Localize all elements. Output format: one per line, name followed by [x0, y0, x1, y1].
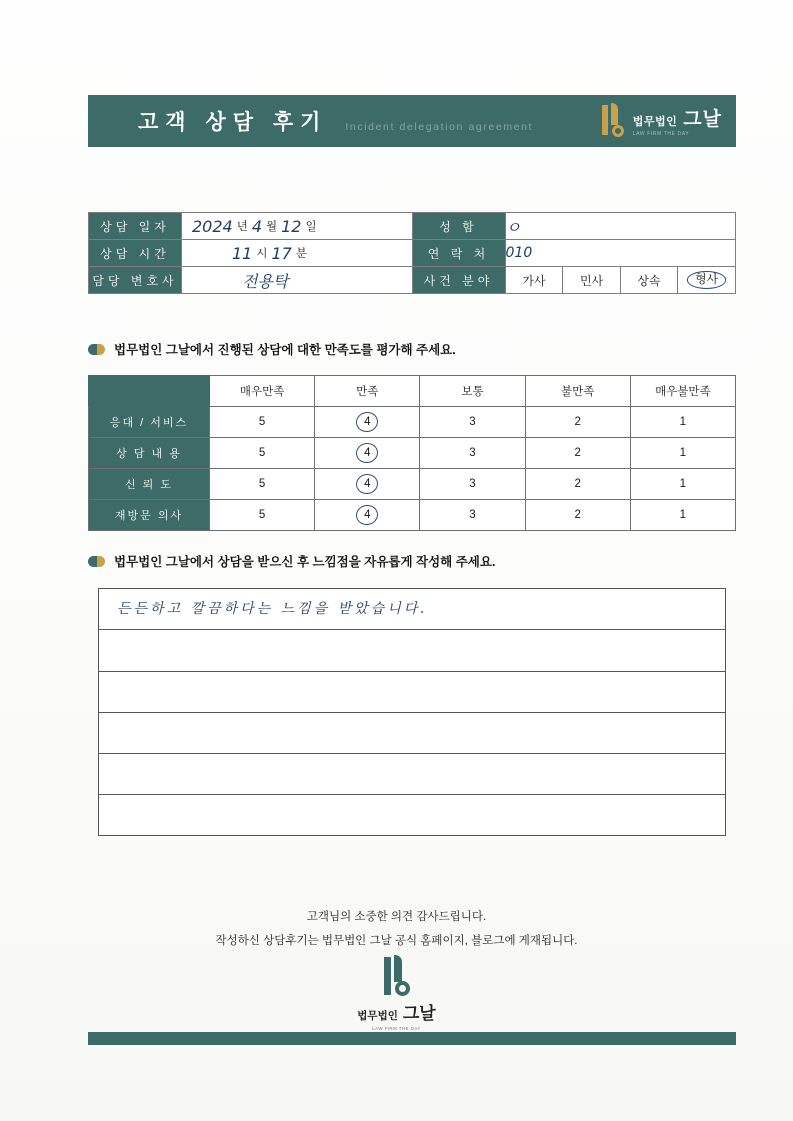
footer-logo-english-label: LAW FIRM THE DAY [372, 1026, 421, 1031]
rating-cell-content-4[interactable] [315, 438, 420, 469]
section1-text: 법무법인 그날에서 진행된 상담에 대한 만족도를 평가해 주세요. [114, 343, 456, 357]
comment-box[interactable] [98, 588, 726, 836]
rating-cell-content-1[interactable]: 1 [630, 438, 735, 469]
rating-row-label-content: 상 담 내 용 [89, 438, 210, 469]
rating-col-very-satisfied: 매우만족 [210, 376, 315, 407]
rating-cell-trust-5[interactable]: 5 [210, 469, 315, 500]
comment-line[interactable] [99, 713, 725, 754]
table-row [89, 240, 736, 267]
rating-cell-revisit-2[interactable]: 2 [525, 500, 630, 531]
rating-cell-service-1[interactable]: 1 [630, 407, 735, 438]
rating-cell-trust-4[interactable] [315, 469, 420, 500]
unit-minute: 분 [295, 248, 307, 260]
rating-cell-revisit-1[interactable]: 1 [630, 500, 735, 531]
rating-col-neutral: 보통 [420, 376, 525, 407]
logo-firm-name: 그날 [683, 108, 722, 130]
footer-logo-mark-icon [380, 955, 414, 997]
comment-line-1-text: 든든하고 깔끔하다는 느낌을 받았습니다. [117, 601, 428, 617]
rating-cell-trust-1[interactable]: 1 [630, 469, 735, 500]
table-row [89, 213, 736, 240]
value-case-field [505, 267, 736, 294]
value-client-name[interactable] [505, 213, 736, 240]
case-option-criminal-label: 형사 [687, 271, 726, 288]
unit-hour: 시 [256, 248, 268, 260]
table-row [89, 267, 736, 294]
rating-cell-trust-2[interactable]: 2 [525, 469, 630, 500]
selected-score-service: 4 [364, 416, 371, 428]
rating-cell-revisit-4[interactable] [315, 500, 420, 531]
consult-date-year: 2024 [192, 216, 233, 236]
rating-row-label-trust: 신 뢰 도 [89, 469, 210, 500]
lawyer-name-text: 전용탁 [242, 271, 289, 291]
footer-logo-firm-label: 법무법인 [357, 1010, 398, 1022]
comment-line[interactable] [99, 672, 725, 713]
document-header [88, 95, 736, 147]
client-name-text: ㅇ [505, 217, 521, 237]
consult-date-day: 12 [281, 216, 302, 236]
case-option-inheritance[interactable]: 상속 [620, 267, 677, 293]
case-option-criminal[interactable] [678, 267, 735, 293]
page-title: 고객 상담 후기 [138, 111, 328, 134]
footer-note-2: 작성하신 상담후기는 법무법인 그날 공식 홈페이지, 블로그에 게재됩니다. [215, 935, 578, 947]
rating-corner-cell [89, 376, 210, 407]
rating-cell-content-2[interactable]: 2 [525, 438, 630, 469]
section2-text: 법무법인 그날에서 상담을 받으신 후 느낌점을 자유롭게 작성해 주세요. [114, 555, 496, 569]
table-row [89, 500, 736, 531]
table-header-row [89, 376, 736, 407]
consult-hour: 11 [232, 243, 253, 263]
footer-note-1: 고객님의 소중한 의견 감사드립니다. [306, 911, 487, 923]
unit-day: 일 [305, 221, 317, 233]
label-consult-time: 상담 시간 [89, 240, 182, 267]
comment-line[interactable] [99, 630, 725, 671]
logo-english-label: LAW FIRM THE DAY [632, 130, 690, 137]
consult-minute: 17 [271, 243, 292, 263]
label-client-name: 성 함 [412, 213, 505, 240]
rating-cell-content-3[interactable]: 3 [420, 438, 525, 469]
footer-logo [0, 955, 793, 1031]
section-heading-comment [88, 552, 495, 570]
rating-col-very-dissatisfied: 매우불만족 [630, 376, 735, 407]
table-row [89, 407, 736, 438]
table-row [89, 469, 736, 500]
rating-row-label-service: 응대 / 서비스 [89, 407, 210, 438]
rating-col-dissatisfied: 불만족 [525, 376, 630, 407]
satisfaction-rating-table [88, 375, 736, 531]
comment-line[interactable] [99, 589, 725, 630]
section-heading-satisfaction [88, 340, 456, 358]
rating-cell-trust-3[interactable]: 3 [420, 469, 525, 500]
table-row [89, 438, 736, 469]
consult-date-month: 4 [251, 216, 263, 236]
value-lawyer[interactable] [182, 267, 413, 294]
bottom-band [88, 1032, 736, 1045]
comment-line[interactable] [99, 795, 725, 836]
footer-logo-firm-name: 그날 [402, 1004, 436, 1023]
consultation-info-table [88, 212, 736, 294]
label-consult-date: 상담 일자 [89, 213, 182, 240]
rating-cell-service-4[interactable] [315, 407, 420, 438]
logo-firm-label: 법무법인 [632, 115, 678, 128]
rating-col-satisfied: 만족 [315, 376, 420, 407]
unit-year: 년 [236, 221, 248, 233]
rating-cell-revisit-5[interactable]: 5 [210, 500, 315, 531]
label-lawyer: 담당 변호사 [89, 267, 182, 294]
value-consult-time[interactable] [182, 240, 413, 267]
unit-month: 월 [266, 221, 278, 233]
brand-logo [600, 103, 722, 137]
case-option-civil[interactable]: 민사 [563, 267, 620, 293]
rating-cell-service-5[interactable]: 5 [210, 407, 315, 438]
label-case-field: 사건 분야 [412, 267, 505, 294]
case-option-family[interactable]: 가사 [506, 267, 563, 293]
label-contact: 연 락 처 [412, 240, 505, 267]
comment-line[interactable] [99, 754, 725, 795]
rating-cell-service-2[interactable]: 2 [525, 407, 630, 438]
rating-cell-revisit-3[interactable]: 3 [420, 500, 525, 531]
contact-text: 010 [505, 245, 533, 261]
rating-row-label-revisit: 재방문 의사 [89, 500, 210, 531]
page-subtitle: Incident delegation agreement [345, 121, 534, 133]
selected-score-content: 4 [364, 447, 371, 459]
logo-mark-icon [600, 103, 626, 137]
value-consult-date[interactable] [182, 213, 413, 240]
value-contact[interactable] [505, 240, 736, 267]
bullet-icon [88, 344, 105, 355]
bullet-icon [88, 556, 105, 567]
selected-score-trust: 4 [364, 478, 371, 490]
rating-cell-content-5[interactable]: 5 [210, 438, 315, 469]
selected-score-revisit: 4 [364, 509, 371, 521]
rating-cell-service-3[interactable]: 3 [420, 407, 525, 438]
